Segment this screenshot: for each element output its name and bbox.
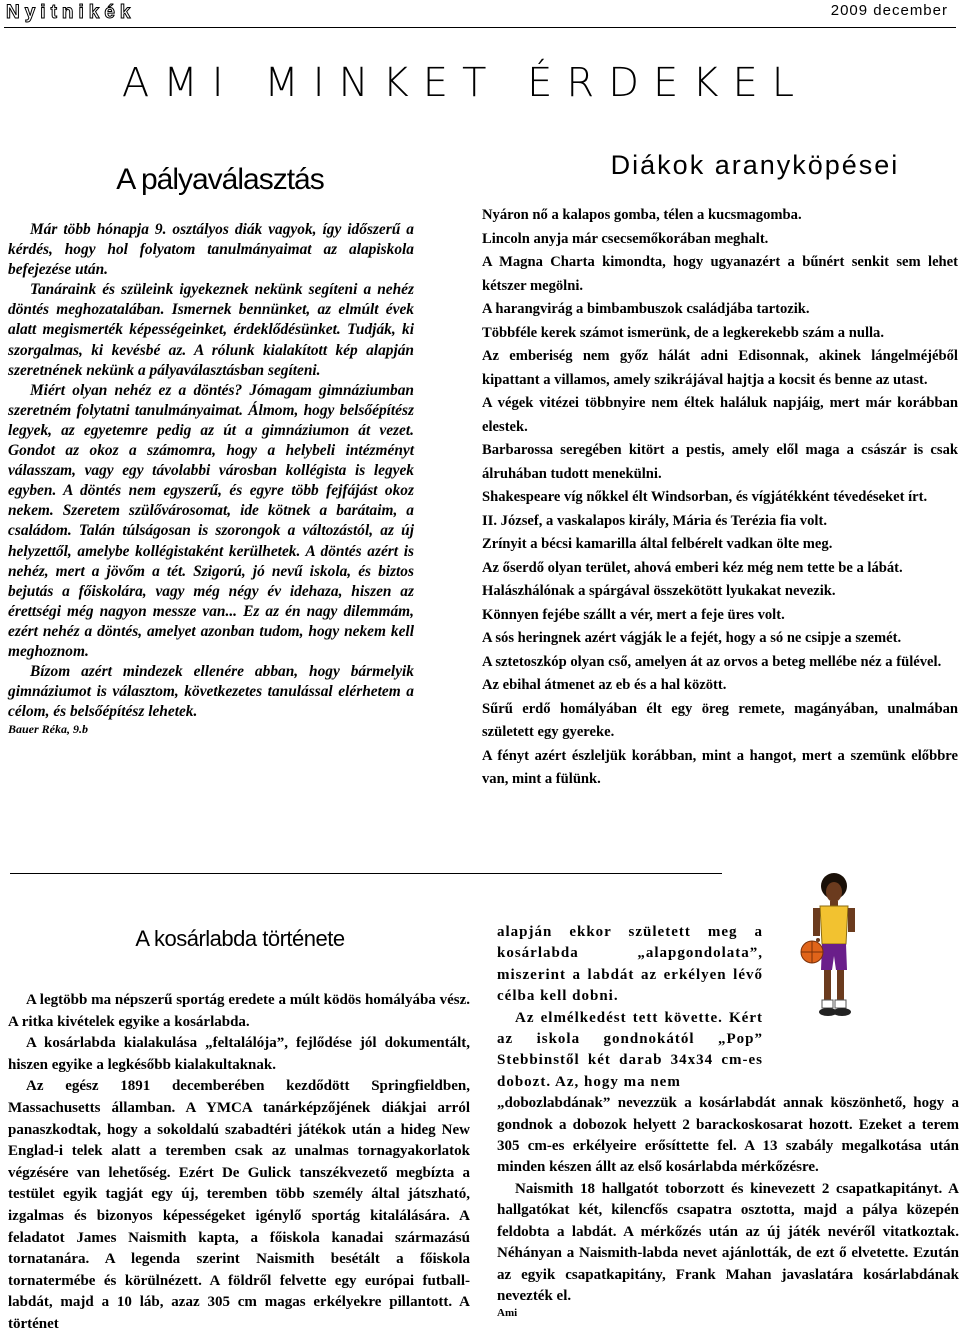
quote-line: Könnyen fejébe szállt a vér, mert a feje üres volt. xyxy=(482,606,785,623)
masthead-title: Nyitnikék xyxy=(6,2,136,23)
article-career-body xyxy=(8,220,414,736)
quotes-list xyxy=(482,204,958,792)
quote-line: A sós heringnek azért vágják le a fejét, hogy a só ne csipje a szemét. xyxy=(482,630,902,646)
paragraph: Miért olyan nehéz ez a döntés? Jómagam gimnáziumban szeretném folytatni tanulmányaimat. Álmom, hogy belsőépítész legyek, az egyetemre pedig az út a gimnáziumon át vezet. Gondot az okoz a számomra, hogy a helybeli intézményt válasszam, vagy egy távolabbi városban kollégista is legyek egyben. A döntés nem egyszerű, és egyre több fejfájást okoz nekem. Szeretem szülővárosomat, ide kötnek a barátaim, a családom. Talán túlságosan is szorongok a változástól, az új helyzettől, amelybe kollégistaként kerülhetek. A döntés azért is nehéz, mert a jövőm a tét. Szigorú, jó nevű iskola, és biztos bejutás a főiskolára, vagy még négy év idehaza, hiszen az érettségi még nagyon messze van... Ez az én nagy dilemmám, ezért nehéz a döntés, amelyet azonban tudom, hogy nekem kell meghoznom. xyxy=(8,381,414,660)
header-divider xyxy=(4,27,956,28)
quote-line: A sztetoszkóp olyan cső, amelyen át az orvos a beteg mellébe néz a fülével. xyxy=(482,653,942,670)
quote-line: Többféle kerek számot ismerünk, de a legkerekebb szám a nulla. xyxy=(482,324,885,341)
section-title: AMI MINKET ÉRDEKEL xyxy=(121,60,809,106)
section-divider xyxy=(10,873,722,874)
paragraph: Naismith 18 hallgatót toborzott és kinevezett 2 csapatkapitányt. A hallgatókat két, kilencfős csapatra osztotta, majd a pálya közepén feldobta a labdát. A mérkőzés után az új játék nevéről vitatkoztak. Néhányan a Naismith-labda nevet ajánlották, de ezt ő elvetette. Ezután az egyik csapatkapitány, Frank Mahan javaslatára kosárlabdának nevezték el. xyxy=(497,1180,959,1304)
paragraph: Már több hónapja 9. osztályos diák vagyok, így időszerű a kérdés, hogy hol folyatom tanulmányaimat az alapiskola befejezése után. xyxy=(8,221,414,279)
paragraph: Az elmélkedést tett követte. Kért az iskola gondnokától „Pop” Stebbinstől két darab 34x34 cm-es dobozt. Az, hogy ma nem xyxy=(497,1009,763,1090)
quote-line: A fényt azért észleljük korábban, mint a hangot, mert a szemünk előbbre van, mint a fülünk. xyxy=(482,747,958,787)
quote-line: A végek vitézei többnyire nem éltek haláluk napjáig, mert már korábban elestek. xyxy=(482,395,958,435)
paragraph: alapján ekkor született meg a kosárlabda „alapgondolata”, miszerint a labdát az erkélyen lévő célba kell dobni. xyxy=(497,924,763,1005)
paragraph: Az egész 1891 decemberében kezdődött Springfieldben, Massachusetts államban. A YMCA tanárképzőjének diákjai arról panaszkodtak, hogy a sokoldalú szabadtéri játékok után a hideg New Englad-i telek alatt a teremben csak az unalmas tornagyakorlatok végzésére van lehetőség. Ezért De Gulick tanszékvezető megbízta a testület egyik tagját egy új, teremben több személy által játszható, izgalmas és bizonyos képességeket igénylő sportág kitalálására. A feladatot James Naismith kapta, a főiskola kanadai származású tornatanára. A legenda szerint Naismith besétált a főiskola tornatermébe és körülnézett. A földről felvette egy európai futball-labdát, majd a 10 láb, azaz 305 cm magas erkélyekre pillantott. A történet xyxy=(8,1078,470,1332)
quote-line: Az ebihal átmenet az eb és a hal között. xyxy=(482,677,727,693)
quote-line: II. József, a vaskalapos király, Mária és Terézia fia volt. xyxy=(482,512,827,529)
paragraph: Tanáraink és szüleink igyekeznek nekünk segíteni a nehéz döntés meghozatalában. Ismernek bennünket, az elmúlt évek alatt megismerték képességeinket, érdeklődésünket. Tudják, ki szorgalmas, ki kevésbé az. A rólunk kialakított kép alapján szeretnének nekünk a pályaválasztásban segíteni. xyxy=(8,281,414,379)
quote-line: Barbarossa seregében kitört a pestis, amely elől maga a császár is csak álruhában tudott menekülni. xyxy=(482,442,958,482)
article-basketball-right xyxy=(497,922,959,1320)
quote-line: Halászhálónak a spárgával összekötött lyukakat nevezik. xyxy=(482,583,836,599)
quote-line: Lincoln anyja már csecsemőkorában meghalt. xyxy=(482,230,769,247)
quote-line: A Magna Charta kimondta, hogy ugyanazért a bűnért senkit sem lehet kétszer megölni. xyxy=(482,254,958,294)
article-title-career: A pályaválasztás xyxy=(116,163,324,196)
paragraph: „dobozlabdának” nevezzük a kosárlabdát annak köszönhető, hogy a gondnok a dobozok helyett 2 barackoskosarat hozott. Ezeket a terem 305 cm-es erkélyeire erősíttette fel. A 13 szabály megalkotása után minden készen állt az első kosárlabda mérkőzésre. xyxy=(497,1095,959,1176)
quote-line: Sűrű erdő homályában élt egy öreg remete, magányában, unalmában született egy gyereke. xyxy=(482,700,958,740)
quote-line: Nyáron nő a kalapos gomba, télen a kucsmagomba. xyxy=(482,207,802,223)
article-basketball-left xyxy=(8,990,470,1336)
article-title-quotes: Diákok aranyköpései xyxy=(610,150,900,180)
quote-line: A harangvirág a bimbambuszok családjába tartozik. xyxy=(482,301,810,317)
issue-date: 2009 december xyxy=(830,2,948,19)
quote-line: Zrínyit a bécsi kamarilla által felbérelt vadkan ölte meg. xyxy=(482,536,833,552)
paragraph: A kosárlabda kialakulása „feltalálója”, fejlődése jól dokumentált, hiszen egyike a legkésőbb kialakultaknak. xyxy=(8,1035,470,1073)
article-title-basketball: A kosárlabda története xyxy=(135,926,345,951)
paragraph: Bízom azért mindezek ellenére abban, hogy bármelyik gimnáziumot is választom, következetes tanulással elérhetem a célom, és belsőépítész lehetek. xyxy=(8,663,414,721)
author-signature: Bauer Réka, 9.b xyxy=(8,722,89,737)
author-signature: Ami xyxy=(497,1307,518,1320)
quote-line: Az őserdő olyan terület, ahová emberi kéz még nem tette be a lábát. xyxy=(482,559,903,576)
quote-line: Az emberiség nem győz hálát adni Edisonnak, akinek lángelméjéből kipattant a villamos, amely szikrájával hajtja a kocsit és benne az utast. xyxy=(482,348,958,388)
paragraph: A legtöbb ma népszerű sportág eredete a múlt ködös homályába vész. A ritka kivételek egyike a kosárlabda. xyxy=(8,992,470,1030)
quote-line: Shakespeare víg nőkkel élt Windsorban, és vígjátékként tévedéseket írt. xyxy=(482,489,928,505)
